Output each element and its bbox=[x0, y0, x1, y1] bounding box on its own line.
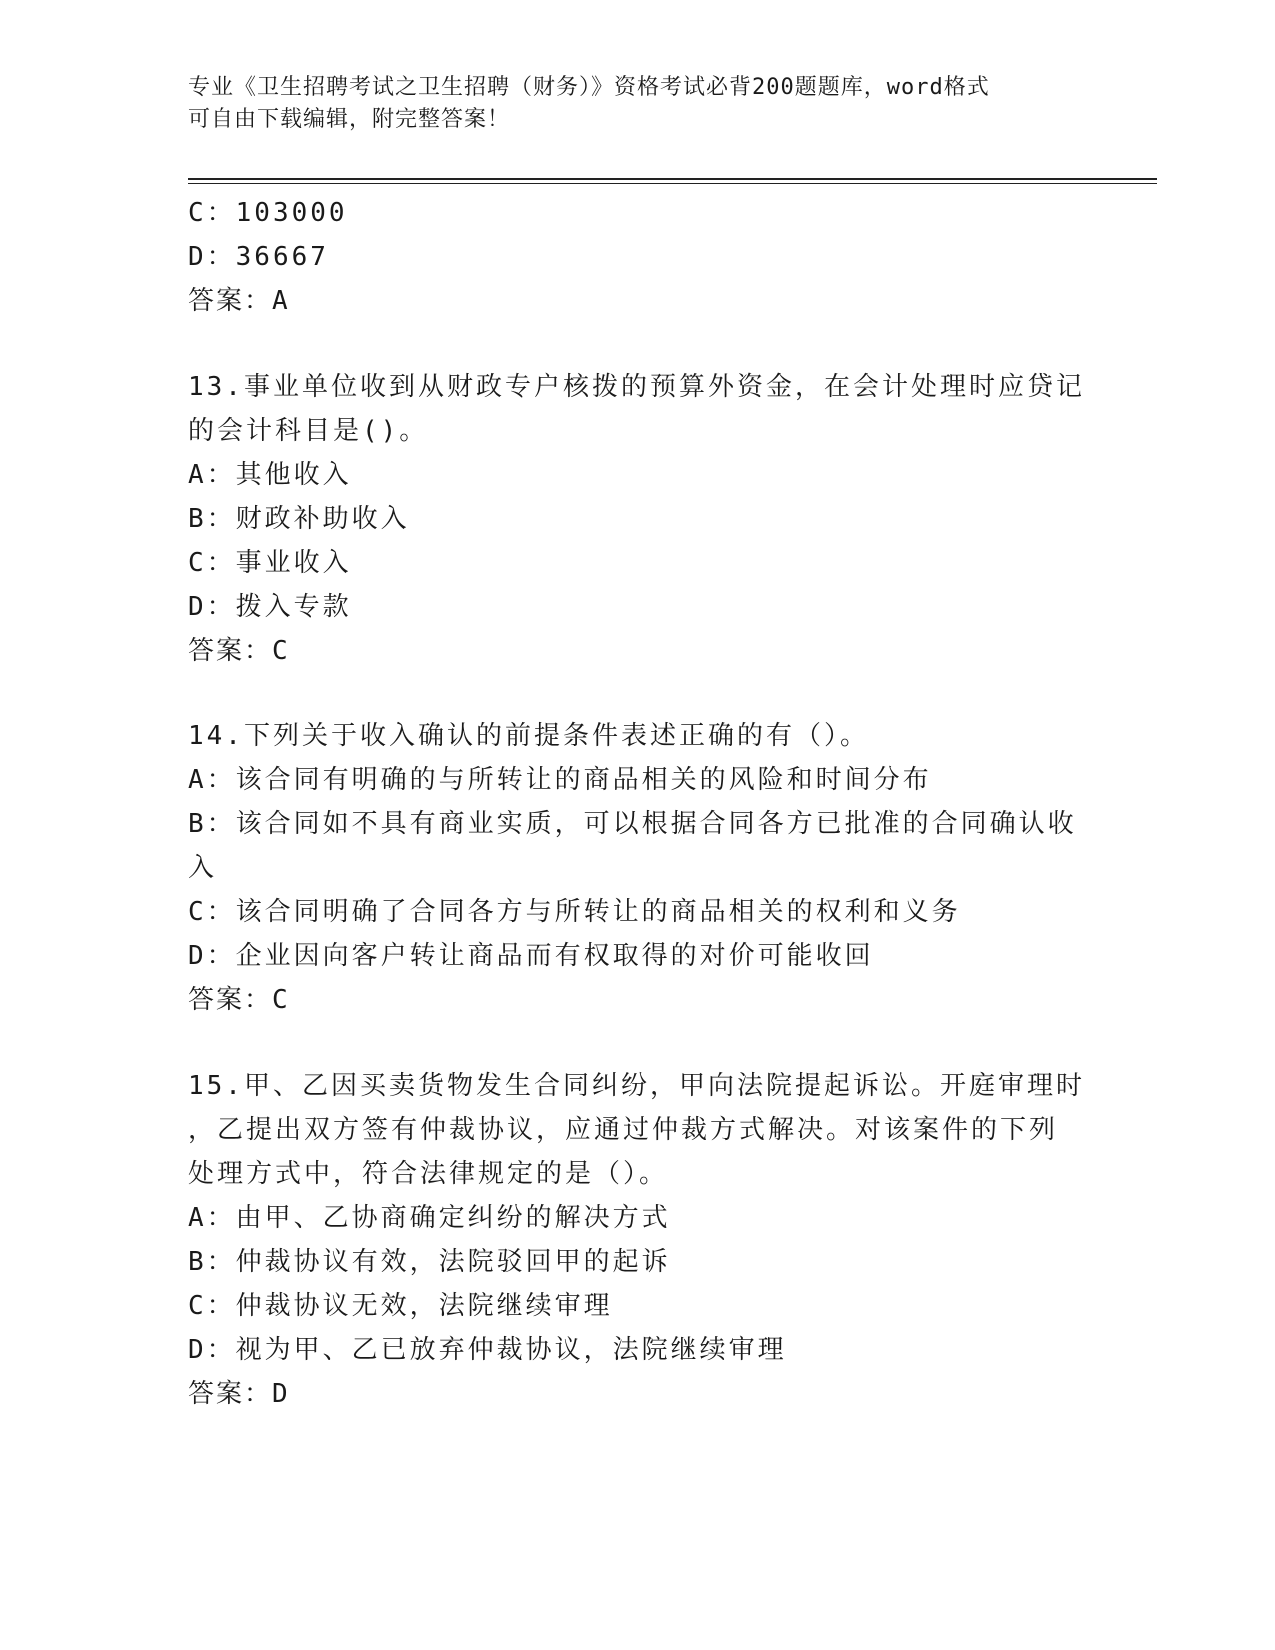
answer-line: 答案：A bbox=[188, 286, 290, 316]
question-14-option-a: A：该合同有明确的与所转让的商品相关的风险和时间分布 bbox=[188, 765, 932, 795]
question-15-option-d: D：视为甲、乙已放弃仲裁协议，法院继续审理 bbox=[188, 1335, 787, 1365]
question-13-option-d: D：拨入专款 bbox=[188, 592, 352, 622]
header-divider-thick bbox=[188, 178, 1157, 180]
question-13-stem: 13.事业单位收到从财政专户核拨的预算外资金，在会计处理时应贷记 bbox=[188, 372, 1085, 402]
question-15-answer: 答案：D bbox=[188, 1379, 290, 1409]
question-14-option-c: C：该合同明确了合同各方与所转让的商品相关的权利和义务 bbox=[188, 897, 961, 927]
question-15-stem-cont-1: ，乙提出双方签有仲裁协议，应通过仲裁方式解决。对该案件的下列 bbox=[188, 1115, 1059, 1145]
header-line-2: 可自由下载编辑，附完整答案！ bbox=[188, 107, 511, 132]
option-c: C：103000 bbox=[188, 198, 348, 228]
question-13-option-b: B：财政补助收入 bbox=[188, 504, 410, 534]
question-14-answer: 答案：C bbox=[188, 985, 290, 1015]
question-14-option-b: B：该合同如不具有商业实质，可以根据合同各方已批准的合同确认收 bbox=[188, 809, 1077, 839]
header-divider-thin bbox=[188, 183, 1157, 184]
question-15-option-a: A：由甲、乙协商确定纠纷的解决方式 bbox=[188, 1203, 671, 1233]
question-14-stem: 14.下列关于收入确认的前提条件表述正确的有（）。 bbox=[188, 721, 869, 751]
question-15-option-b: B：仲裁协议有效，法院驳回甲的起诉 bbox=[188, 1247, 671, 1277]
question-13-stem-cont: 的会计科目是()。 bbox=[188, 416, 429, 446]
question-13-answer: 答案：C bbox=[188, 636, 290, 666]
question-15-stem: 15.甲、乙因买卖货物发生合同纠纷，甲向法院提起诉讼。开庭审理时 bbox=[188, 1071, 1085, 1101]
header-line-1: 专业《卫生招聘考试之卫生招聘（财务）》资格考试必背200题题库，word格式 bbox=[188, 75, 990, 100]
document-header bbox=[188, 72, 1088, 136]
question-13-option-a: A：其他收入 bbox=[188, 460, 352, 490]
option-d: D：36667 bbox=[188, 242, 329, 272]
question-14-option-d: D：企业因向客户转让商品而有权取得的对价可能收回 bbox=[188, 941, 874, 971]
question-15-option-c: C：仲裁协议无效，法院继续审理 bbox=[188, 1291, 613, 1321]
question-13-option-c: C：事业收入 bbox=[188, 548, 352, 578]
question-15-stem-cont-2: 处理方式中，符合法律规定的是（）。 bbox=[188, 1159, 669, 1189]
question-14-option-b-cont: 入 bbox=[188, 853, 218, 883]
